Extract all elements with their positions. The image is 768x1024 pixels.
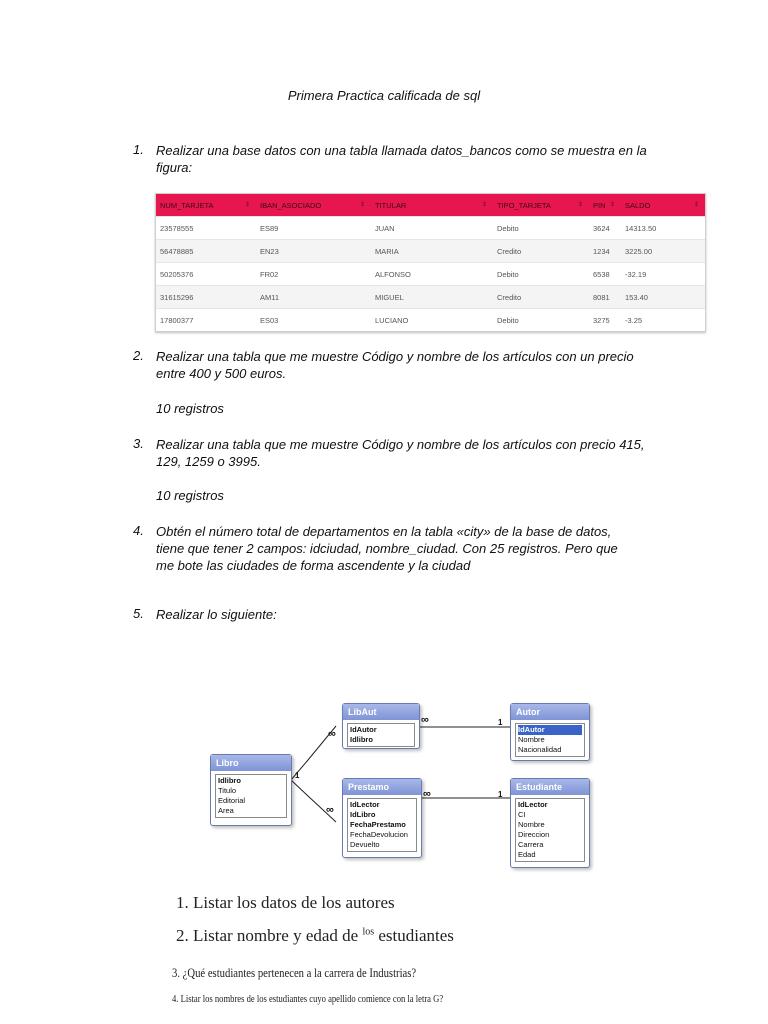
sort-icon[interactable]: ⇕	[577, 202, 583, 208]
entity-title: LibAut	[343, 704, 419, 720]
task-2-sup: los	[362, 926, 375, 938]
cell: Debito	[493, 263, 589, 286]
cell: -32.19	[621, 263, 705, 286]
item-5-number: 5.	[133, 606, 144, 621]
cell: 8081	[589, 286, 621, 309]
header-label: NUM_TARJETA	[160, 200, 214, 210]
item-5-text: Realizar lo siguiente:	[156, 607, 277, 622]
field: Direccion	[518, 830, 550, 839]
cell: 31615296	[156, 286, 256, 309]
field-key: IdAutor	[350, 725, 377, 734]
cell: ES03	[256, 309, 371, 332]
cardinality-one: 1	[295, 771, 300, 780]
entity-title: Prestamo	[343, 779, 421, 795]
field: Editorial	[218, 796, 246, 805]
cell: AM11	[256, 286, 371, 309]
cell: ES89	[256, 217, 371, 240]
task-4: 4. Listar los nombres de los estudiantes cuyo apellido comience con la letra G?	[172, 993, 444, 1005]
entity-title: Estudiante	[511, 779, 589, 795]
cell: JUAN	[371, 217, 493, 240]
cell: 17800377	[156, 309, 256, 332]
item-2-note: 10 registros	[156, 401, 224, 416]
cardinality-many: ∞	[423, 788, 431, 800]
cardinality-one: 1	[498, 718, 503, 727]
sort-icon[interactable]: ⇕	[359, 202, 365, 208]
cell: Credito	[493, 286, 589, 309]
item-1-line1: Realizar una base datos con una tabla llamada datos_bancos como se muestra en la	[156, 143, 647, 158]
cell: EN23	[256, 240, 371, 263]
item-4-number: 4.	[133, 523, 144, 538]
cell: MIGUEL	[371, 286, 493, 309]
item-2-line1: Realizar una tabla que me muestre Código y nombre de los artículos con un precio	[156, 349, 634, 364]
cell: ALFONSO	[371, 263, 493, 286]
entity-libaut[interactable]	[342, 703, 420, 749]
cell: Debito	[493, 217, 589, 240]
field-key: Idlibro	[218, 776, 241, 785]
item-2-line2: entre 400 y 500 euros.	[156, 366, 287, 381]
header-label: SALDO	[625, 200, 651, 210]
item-2-number: 2.	[133, 348, 144, 363]
item-1-line2: figura:	[156, 160, 193, 175]
field-key: IdLector	[518, 800, 548, 809]
task-1: 1. Listar los datos de los autores	[176, 893, 395, 912]
cell: 14313.50	[621, 217, 705, 240]
field: Edad	[518, 850, 536, 859]
header-label: TITULAR	[375, 200, 407, 210]
cell: 6538	[589, 263, 621, 286]
field: Titulo	[218, 786, 237, 795]
field: Devuelto	[350, 840, 380, 849]
item-3-note: 10 registros	[156, 488, 224, 503]
item-3-number: 3.	[133, 436, 144, 451]
item-3-line2: 129, 1259 o 3995.	[156, 454, 261, 469]
task-2-text: 2. Listar nombre y edad de	[176, 926, 359, 945]
cardinality-many: ∞	[421, 714, 429, 726]
task-3: 3. ¿Qué estudiantes pertenecen a la carrera de Industrias?	[172, 965, 417, 980]
cell: Credito	[493, 240, 589, 263]
cardinality-many: ∞	[328, 728, 336, 740]
field: Nacionalidad	[518, 745, 562, 754]
entity-title: Autor	[511, 704, 589, 720]
cell: MARIA	[371, 240, 493, 263]
task-2	[176, 926, 454, 946]
cell: 23578555	[156, 217, 256, 240]
cell: -3.25	[621, 309, 705, 332]
cell: 3624	[589, 217, 621, 240]
field: Area	[218, 806, 234, 815]
cardinality-one: 1	[498, 790, 503, 799]
field-key: FechaPrestamo	[350, 820, 406, 829]
field: Nombre	[518, 735, 545, 744]
sort-icon[interactable]: ⇕	[244, 202, 250, 208]
item-1-number: 1.	[133, 142, 144, 157]
header-label: PIN	[593, 200, 606, 210]
cell: LUCIANO	[371, 309, 493, 332]
item-4-line2: tiene que tener 2 campos: idciudad, nombre_ciudad. Con 25 registros. Pero que	[156, 541, 618, 556]
cell: Debito	[493, 309, 589, 332]
item-3-line1: Realizar una tabla que me muestre Código y nombre de los artículos con precio 415,	[156, 437, 645, 452]
task-2-text-end: estudiantes	[378, 926, 454, 945]
field-key: IdLector	[350, 800, 380, 809]
field-key: IdLibro	[350, 810, 376, 819]
cell: 3275	[589, 309, 621, 332]
field: Carrera	[518, 840, 544, 849]
item-4-line1: Obtén el número total de departamentos en la tabla «city» de la base de datos,	[156, 524, 612, 539]
page-title: Primera Practica calificada de sql	[287, 88, 481, 103]
field: CI	[518, 810, 526, 819]
cell: FR02	[256, 263, 371, 286]
cell: 1234	[589, 240, 621, 263]
item-4-line3: me bote las ciudades de forma ascendente y la ciudad	[156, 558, 471, 573]
entity-prestamo[interactable]	[342, 778, 422, 858]
sort-icon[interactable]: ⇕	[693, 202, 699, 208]
sort-icon[interactable]: ⇕	[481, 202, 487, 208]
cell: 50205376	[156, 263, 256, 286]
entity-autor[interactable]	[510, 703, 590, 761]
header-label: TIPO_TARJETA	[497, 200, 551, 210]
sort-icon[interactable]: ⇕	[609, 202, 615, 208]
cell: 56478885	[156, 240, 256, 263]
cell: 153.40	[621, 286, 705, 309]
field: FechaDevolucion	[350, 830, 408, 839]
entity-estudiante[interactable]	[510, 778, 590, 868]
entity-libro[interactable]	[210, 754, 292, 826]
cell: 3225.00	[621, 240, 705, 263]
header-label: IBAN_ASOCIADO	[260, 200, 322, 210]
cardinality-many: ∞	[326, 804, 334, 816]
field: Nombre	[518, 820, 545, 829]
field-key: Idlibro	[350, 735, 373, 744]
entity-title: Libro	[211, 755, 291, 771]
field-key-selected: IdAutor	[518, 725, 582, 735]
